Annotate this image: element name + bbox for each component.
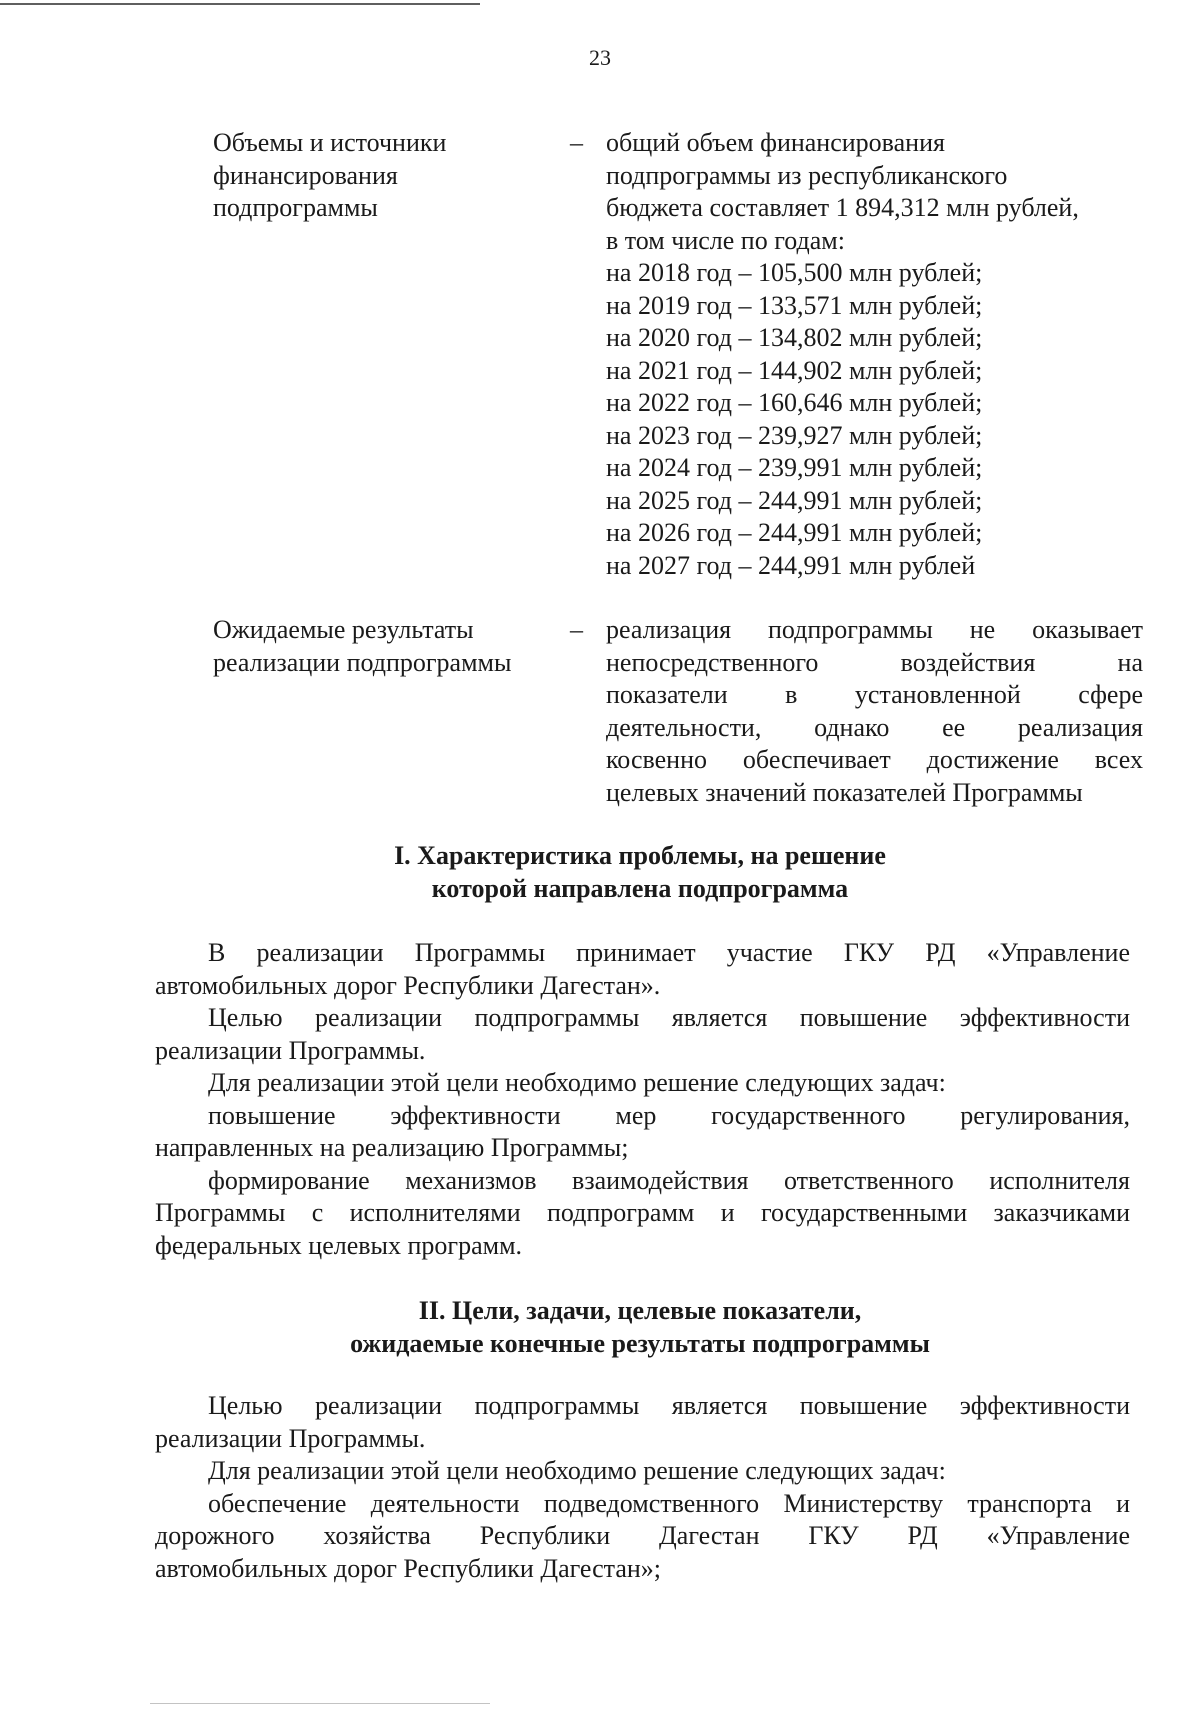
paragraph-line: Для реализации этой цели необходимо решение следующих задач: xyxy=(208,1456,946,1485)
value-line: деятельности, однако ее реализация xyxy=(606,712,1143,742)
subprogram-passport-table xyxy=(213,127,1143,809)
value-line: непосредственного воздействия на xyxy=(606,647,1143,677)
value-line: показатели в установленной сфере xyxy=(606,680,1143,709)
paragraph-line: реализации Программы. xyxy=(155,1423,426,1453)
passport-row-results xyxy=(213,614,1143,809)
passport-dash: – xyxy=(570,128,583,157)
value-line: целевых значений показателей Программы xyxy=(606,777,1083,807)
value-line: на 2021 год – 144,902 млн рублей; xyxy=(606,355,983,385)
paragraph-line: формирование механизмов взаимодействия ответственного исполнителя xyxy=(208,1165,1130,1195)
label-line: Объемы и источники xyxy=(213,128,447,157)
paragraph-line: автомобильных дорог Республики Дагестан». xyxy=(155,970,661,1000)
scan-edge-mark-bottom xyxy=(150,1703,490,1704)
paragraph-line: направленных на реализацию Программы; xyxy=(155,1133,629,1162)
section-2-heading xyxy=(0,1295,1200,1360)
passport-label xyxy=(213,614,570,809)
paragraph-line: обеспечение деятельности подведомственного Министерству транспорта и xyxy=(208,1488,1130,1518)
section-1-heading xyxy=(0,840,1200,905)
value-line: в том числе по годам: xyxy=(606,225,845,255)
value-line: на 2020 год – 134,802 млн рублей; xyxy=(606,323,983,352)
heading-line: ожидаемые конечные результаты подпрограммы xyxy=(350,1328,930,1358)
paragraph-line: Для реализации этой цели необходимо решение следующих задач: xyxy=(208,1068,946,1097)
passport-label xyxy=(213,127,570,582)
paragraph-line: федеральных целевых программ. xyxy=(155,1230,523,1260)
value-line: косвенно обеспечивает достижение всех xyxy=(606,745,1143,774)
heading-line: II. Цели, задачи, целевые показатели, xyxy=(418,1296,862,1325)
scan-edge-mark xyxy=(0,3,480,5)
section-1-body xyxy=(155,937,1130,1262)
value-line: подпрограммы из республиканского xyxy=(606,160,1008,190)
passport-dash: – xyxy=(570,615,583,644)
label-line: финансирования xyxy=(213,160,398,190)
paragraph-line: автомобильных дорог Республики Дагестан»; xyxy=(155,1553,662,1583)
label-line: реализации подпрограммы xyxy=(213,647,512,677)
paragraph-line: реализации Программы. xyxy=(155,1035,426,1065)
value-line: на 2026 год – 244,991 млн рублей; xyxy=(606,518,983,547)
paragraph-line: Целью реализации подпрограммы является повышение эффективности xyxy=(208,1003,1130,1032)
passport-row-funding xyxy=(213,127,1143,582)
label-line: подпрограммы xyxy=(213,193,378,222)
value-line: общий объем финансирования xyxy=(606,128,945,157)
value-line: на 2022 год – 160,646 млн рублей; xyxy=(606,388,983,417)
value-line: на 2019 год – 133,571 млн рублей; xyxy=(606,290,983,320)
paragraph-line: Программы с исполнителями подпрограмм и государственными заказчиками xyxy=(155,1198,1130,1227)
heading-line: I. Характеристика проблемы, на решение xyxy=(394,841,886,870)
passport-value xyxy=(606,614,1143,809)
value-line: бюджета составляет 1 894,312 млн рублей, xyxy=(606,193,1079,222)
heading-line: которой направлена подпрограмма xyxy=(431,873,849,903)
value-line: на 2018 год – 105,500 млн рублей; xyxy=(606,258,983,287)
value-line: реализация подпрограммы не оказывает xyxy=(606,615,1143,644)
section-2-body xyxy=(155,1390,1130,1585)
passport-value xyxy=(606,127,1143,582)
value-line: на 2024 год – 239,991 млн рублей; xyxy=(606,453,983,482)
paragraph-line: В реализации Программы принимает участие ГКУ РД «Управление xyxy=(208,938,1130,967)
page-number: 23 xyxy=(589,45,611,70)
paragraph-line: повышение эффективности мер государственного регулирования, xyxy=(208,1100,1130,1130)
paragraph-line: дорожного хозяйства Республики Дагестан ГКУ РД «Управление xyxy=(155,1521,1130,1550)
paragraph-line: Целью реализации подпрограммы является повышение эффективности xyxy=(208,1391,1130,1420)
value-line: на 2025 год – 244,991 млн рублей; xyxy=(606,485,983,515)
label-line: Ожидаемые результаты xyxy=(213,615,474,644)
value-line: на 2027 год – 244,991 млн рублей xyxy=(606,550,976,580)
value-line: на 2023 год – 239,927 млн рублей; xyxy=(606,420,983,450)
